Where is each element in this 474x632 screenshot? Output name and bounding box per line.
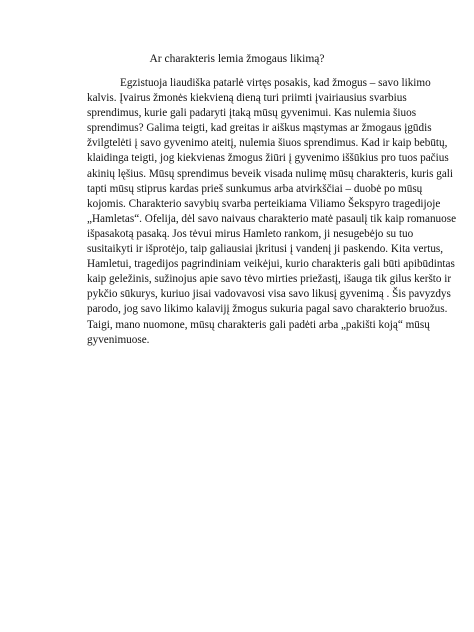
text-line: tapti mūsų stiprus kardas prieš sunkumus arba atvirkščiai – duobė po mūsų — [87, 182, 423, 195]
text-line: Egzistuoja liaudiška patarlė virtęs posakis, kad žmogus – savo likimo — [120, 77, 431, 89]
text-line: kojomis. Charakterio savybių svarba perteikiama Viliamo Šekspyro tragedijoje — [87, 197, 441, 210]
document-title: Ar charakteris lemia žmogaus likimą? — [149, 53, 325, 65]
text-line: žvilgtelėti į savo gyvenimo ateitį, nulemia šiuos sprendimus. Kad ir kaip bebūtų, — [87, 137, 448, 150]
text-line: Hamletui, tragedijos pagrindiniam veikėjui, kurio charakteris gali būti apibūdintas — [87, 258, 455, 271]
text-line: pykčio sūkurys, kuriuo jisai vadovavosi visa savo likusį gyvenimą . Šis pavyzdys — [87, 288, 451, 301]
text-line: „Hamletas“. Ofelija, dėl savo naivaus charakterio matė pasaulį tik kaip romanuose — [87, 212, 457, 225]
text-line: susitaikyti ir išprotėjo, taip galiausiai įkritusi į vandenį ji paskendo. Kita vertus, — [87, 243, 444, 256]
text-line: akinių lęšius. Mūsų sprendimus beveik visada nulimę mūsų charakteris, kuris gali — [87, 167, 454, 180]
text-line: kalvis. Įvairus žmonės kiekvieną dieną turi priimti įvairiausius svarbius — [87, 92, 407, 105]
text-line: kaip geležinis, sužinojus apie savo tėvo mirties priežastį, išauga tik gilus keršto ir — [87, 273, 452, 286]
text-line: gyvenimuose. — [87, 333, 150, 346]
text-line: Taigi, mano nuomone, mūsų charakteris gali padėti arba „pakišti koją“ mūsų — [87, 318, 430, 331]
text-line: sprendimus? Galima teigti, kad greitas ir aiškus mąstymas ar žmogaus įgūdis — [87, 122, 432, 135]
text-line: klaidinga teigti, jog kiekvienas žmogus žiūri į gyvenimo iššūkius pro tuos pačius — [87, 152, 449, 165]
text-line: sprendimus, kurie gali padaryti įtaką mūsų gyvenimui. Kas nulemia šiuos — [87, 107, 417, 120]
text-line: išpasakotą pasaką. Jos tėvui mirus Hamleto rankom, ji nesugebėjo su tuo — [87, 227, 414, 240]
text-line: parodo, jog savo likimo kalavijį žmogus sukuria pagal savo charakterio bruožus. — [87, 303, 448, 316]
essay-paragraph — [87, 76, 457, 348]
